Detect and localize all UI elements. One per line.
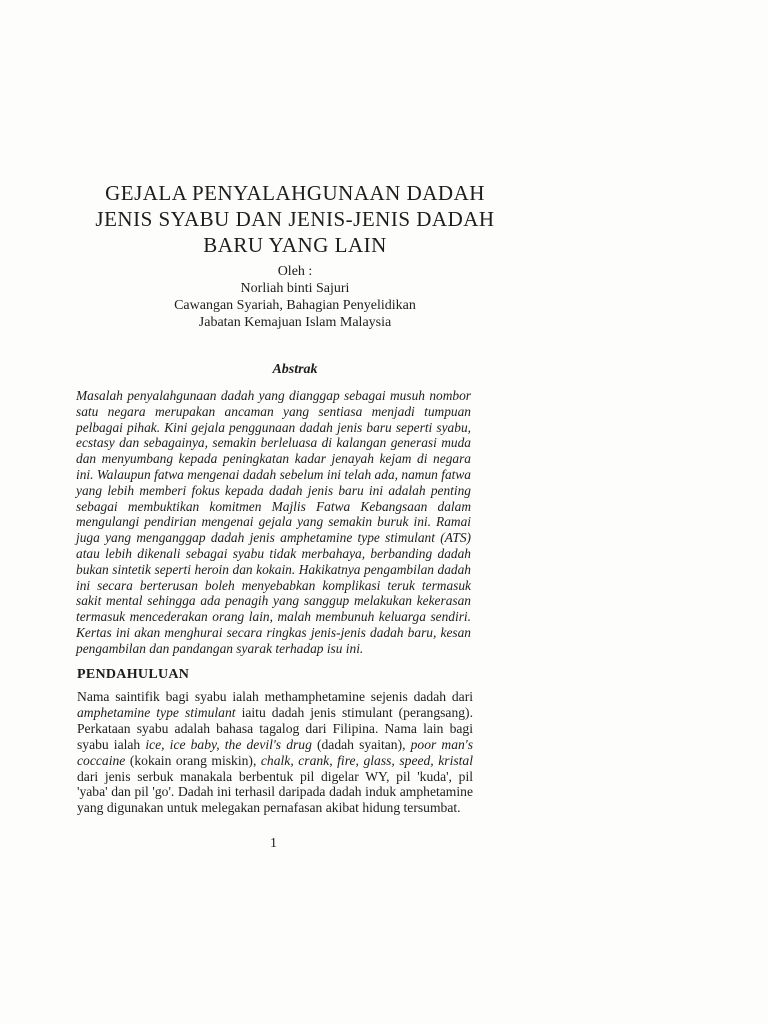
page-number: 1 <box>270 836 277 851</box>
byline-oleh: Oleh : <box>277 264 313 279</box>
body-segment-italic: chalk, crank, fire, glass, speed, kristal <box>260 752 473 768</box>
body-segment: (dadah syaitan), <box>311 736 411 752</box>
body-segment-italic: ice, ice baby, the devil's drug <box>145 736 312 752</box>
body-segment: (kokain orang miskin), <box>125 752 261 768</box>
body-segment-italic: poor man's coccaine <box>77 736 473 768</box>
author-name: Norliah binti Sajuri <box>240 281 350 296</box>
abstract-text: Masalah penyalahgunaan dadah yang dianggap sebagai musuh nombor satu negara merupakan ancaman yang sentiasa menjadi tumpuan pelbagai pihak. Kini gejala penggunaan dadah jenis baru seperti syabu, ecstasy dan sebagainya, semakin berleluasa di kalangan generasi muda dan menyumbang kepada peningkatan kadar jenayah kejam di negara ini. Walaupun fatwa mengenai dadah sebelum ini telah ada, namun fatwa yang lebih memberi fokus kepada dadah jenis baru ini adalah penting sebagai membuktikan komitmen Majlis Fatwa Kebangsaan dalam mengulangi pendirian mengenai gejala yang semakin buruk ini. Ramai juga yang menganggap dadah jenis amphetamine type stimulant (ATS) atau lebih dikenali sebagai syabu tidak merbahaya, berbanding dadah bukan sintetik seperti heroin dan kokain. Hakikatnya pengambilan dadah ini secara berterusan boleh menyebabkan komplikasi teruk termasuk sakit mental sehingga ada penagih yang sanggup melakukan kekerasan termasuk mencederakan orang lain, malah membunuh keluarga sendiri. Kertas ini akan menghurai secara ringkas jenis-jenis dadah baru, kesan pengambilan dan pandangan syarak terhadap isu ini. <box>76 388 471 656</box>
section-body-text <box>77 689 473 816</box>
document-title <box>60 180 530 258</box>
author-organization: Jabatan Kemajuan Islam Malaysia <box>198 315 392 330</box>
body-segment: Nama saintifik bagi syabu ialah methamphetamine sejenis dadah dari <box>77 689 473 704</box>
section-heading: PENDAHULUAN <box>77 667 190 682</box>
title-line-1: GEJALA PENYALAHGUNAAN DADAH <box>105 181 485 205</box>
body-segment-italic: amphetamine type stimulant <box>77 704 236 720</box>
body-segment: iaitu dadah jenis stimulant (perangsang). Perkataan syabu adalah bahasa tagalog dari Filipina. Nama lain bagi syabu ialah <box>77 704 473 752</box>
body-segment: dari jenis serbuk manakala berbentuk pil digelar WY, pil 'kuda', pil 'yaba' dan pil 'go'. Dadah ini terhasil daripada dadah induk amphetamine yang digunakan untuk melegakan pernafasan akibat hidung tersumbat. <box>77 768 473 816</box>
byline <box>60 263 530 331</box>
title-line-3: BARU YANG LAIN <box>203 233 387 257</box>
title-line-2: JENIS SYABU DAN JENIS-JENIS DADAH <box>95 207 495 231</box>
author-department: Cawangan Syariah, Bahagian Penyelidikan <box>174 298 416 313</box>
abstract-heading: Abstrak <box>272 362 318 377</box>
